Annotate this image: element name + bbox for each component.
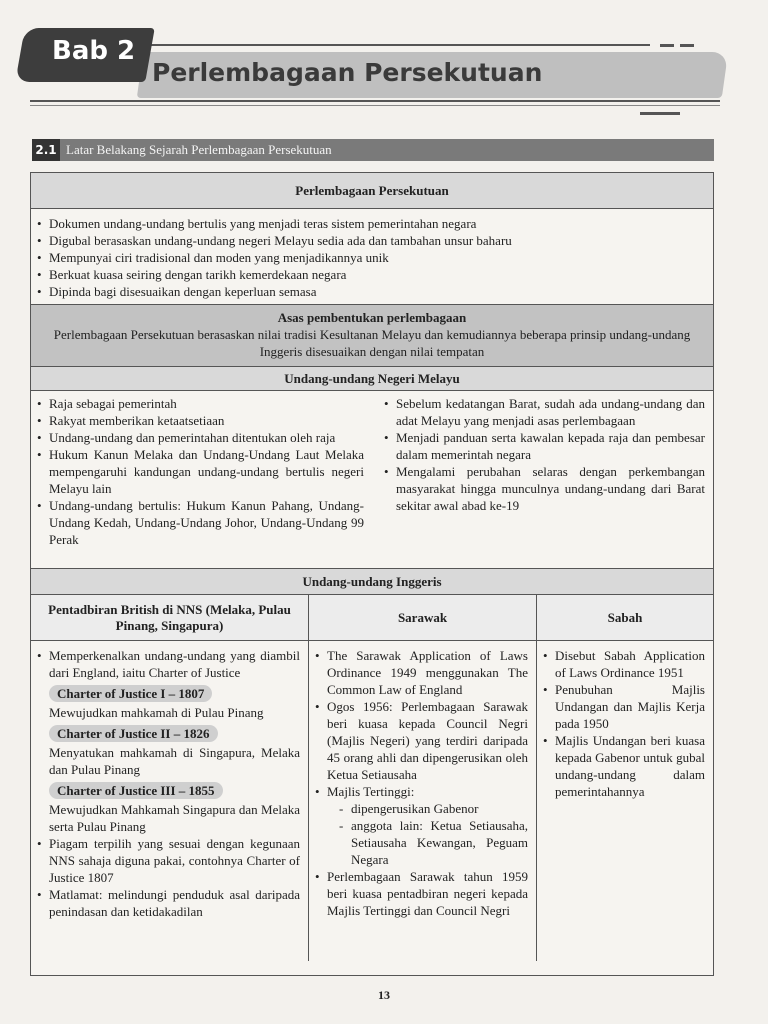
charter-2-text: Menyatukan mahkamah di Singapura, Melaka dan Pulau Pinang xyxy=(49,745,300,777)
list-item: • Ogos 1956: Perlembagaan Sarawak beri kuasa kepada Council Negri (Majlis Negeri) yang terdiri daripada 45 orang ahli dan dipengerusikan oleh Ketua Setiausaha xyxy=(309,698,528,783)
sarawak-column xyxy=(309,595,537,961)
sabah-heading: Sabah xyxy=(537,595,713,641)
sarawak-majlis-label: Majlis Tertinggi: xyxy=(327,784,415,799)
charter-1-badge: Charter of Justice I – 1807 xyxy=(49,685,212,702)
melayu-right-col xyxy=(372,395,713,568)
list-item: • Majlis Undangan beri kuasa kepada Gabenor untuk gubal undang-undang dalam pemerintahannya xyxy=(537,732,705,800)
asas-text: Perlembagaan Persekutuan berasaskan nilai tradisi Kesultanan Melayu dan kemudiannya beberapa prinsip undang-undang Inggeris disesuaikan dengan nilai tempatan xyxy=(53,327,691,359)
melayu-right-list xyxy=(378,395,705,514)
nns-list xyxy=(31,647,300,920)
page-number: 13 xyxy=(378,988,390,1002)
list-item: • Digubal berasaskan undang-undang negeri Melayu sedia ada dan tambahan unsur baharu xyxy=(31,232,713,249)
sarawak-list xyxy=(309,647,528,919)
charter-3-badge: Charter of Justice III – 1855 xyxy=(49,782,223,799)
sarawak-heading: Sarawak xyxy=(309,595,536,641)
block1-list xyxy=(31,215,713,300)
list-item: • Menjadi panduan serta kawalan kepada raja dan pembesar dalam memerintah negara xyxy=(378,429,705,463)
sarawak-sublist xyxy=(327,800,528,868)
sabah-body xyxy=(537,641,713,800)
list-item: • Penubuhan Majlis Undangan dan Majlis Kerja pada 1950 xyxy=(537,681,705,732)
melayu-body xyxy=(31,391,713,569)
content-table xyxy=(30,172,714,976)
asas-block xyxy=(31,305,713,367)
list-item: • Hukum Kanun Melaka dan Undang-Undang Laut Melaka mempengaruhi kandungan undang-undang bertulis negeri Melayu lain xyxy=(31,446,364,497)
list-item: • Berkuat kuasa seiring dengan tarikh kemerdekaan negara xyxy=(31,266,713,283)
header-dash xyxy=(660,44,674,47)
list-item: • Undang-undang bertulis: Hukum Kanun Pahang, Undang-Undang Kedah, Undang-Undang Johor, Undang-Undang 99 Perak xyxy=(31,497,364,548)
section-title: Latar Belakang Sejarah Perlembagaan Persekutuan xyxy=(60,139,714,161)
block1-heading: Perlembagaan Persekutuan xyxy=(31,173,713,209)
list-item: • Perlembagaan Sarawak tahun 1959 beri kuasa pentadbiran negeri kepada Majlis Tertinggi dan Council Negri xyxy=(309,868,528,919)
nns-body xyxy=(31,641,308,920)
sub-item: - dipengerusikan Gabenor xyxy=(337,800,528,817)
sabah-list xyxy=(537,647,705,800)
list-item: • Mempunyai ciri tradisional dan moden yang menjadikannya unik xyxy=(31,249,713,266)
inggeris-heading: Undang-undang Inggeris xyxy=(31,569,713,595)
nns-column xyxy=(31,595,309,961)
nns-intro: Memperkenalkan undang-undang yang diambil dari England, iaitu Charter of Justice xyxy=(49,648,300,680)
header-rule-top xyxy=(120,44,650,46)
sabah-column xyxy=(537,595,713,961)
melayu-left-col xyxy=(31,395,372,568)
sarawak-body xyxy=(309,641,536,919)
list-item: • Dokumen undang-undang bertulis yang menjadi teras sistem pemerintahan negara xyxy=(31,215,713,232)
list-item: • Raja sebagai pemerintah xyxy=(31,395,364,412)
chapter-title: Perlembagaan Persekutuan xyxy=(152,58,543,87)
nns-heading: Pentadbiran British di NNS (Melaka, Pulau Pinang, Singapura) xyxy=(31,595,308,641)
section-number: 2.1 xyxy=(32,139,60,161)
melayu-heading: Undang-undang Negeri Melayu xyxy=(31,367,713,391)
header-dash xyxy=(640,112,680,115)
list-item: • Rakyat memberikan ketaatsetiaan xyxy=(31,412,364,429)
header-rule-bottom xyxy=(30,100,720,106)
list-item xyxy=(309,783,528,868)
inggeris-columns xyxy=(31,595,713,961)
charter-2-badge: Charter of Justice II – 1826 xyxy=(49,725,218,742)
list-item: • Dipinda bagi disesuaikan dengan keperluan semasa xyxy=(31,283,713,300)
header-dash xyxy=(680,44,694,47)
list-item: • Matlamat: melindungi penduduk asal daripada penindasan dan ketidakadilan xyxy=(31,886,300,920)
list-item: • Mengalami perubahan selaras dengan perkembangan masyarakat hingga munculnya undang-undang dari Barat sekitar awal abad ke-19 xyxy=(378,463,705,514)
list-item: • Sebelum kedatangan Barat, sudah ada undang-undang dan adat Melayu yang menjadi asas perlembagaan xyxy=(378,395,705,429)
list-item xyxy=(31,647,300,835)
list-item: • Piagam terpilih yang sesuai dengan kegunaan NNS sahaja diguna pakai, contohnya Charter of Justice 1807 xyxy=(31,835,300,886)
charter-3-text: Mewujudkan Mahkamah Singapura dan Melaka serta Pulau Pinang xyxy=(49,802,300,834)
list-item: • Undang-undang dan pemerintahan ditentukan oleh raja xyxy=(31,429,364,446)
list-item: • The Sarawak Application of Laws Ordinance 1949 menggunakan The Common Law of England xyxy=(309,647,528,698)
chapter-label: Bab 2 xyxy=(52,36,136,66)
charter-1-text: Mewujudkan mahkamah di Pulau Pinang xyxy=(49,705,264,720)
melayu-left-list xyxy=(31,395,364,548)
sub-item: - anggota lain: Ketua Setiausaha, Setiausaha Kewangan, Peguam Negara xyxy=(337,817,528,868)
block1-body xyxy=(31,209,713,305)
asas-heading: Asas pembentukan perlembagaan xyxy=(277,310,467,325)
list-item: • Disebut Sabah Application of Laws Ordinance 1951 xyxy=(537,647,705,681)
